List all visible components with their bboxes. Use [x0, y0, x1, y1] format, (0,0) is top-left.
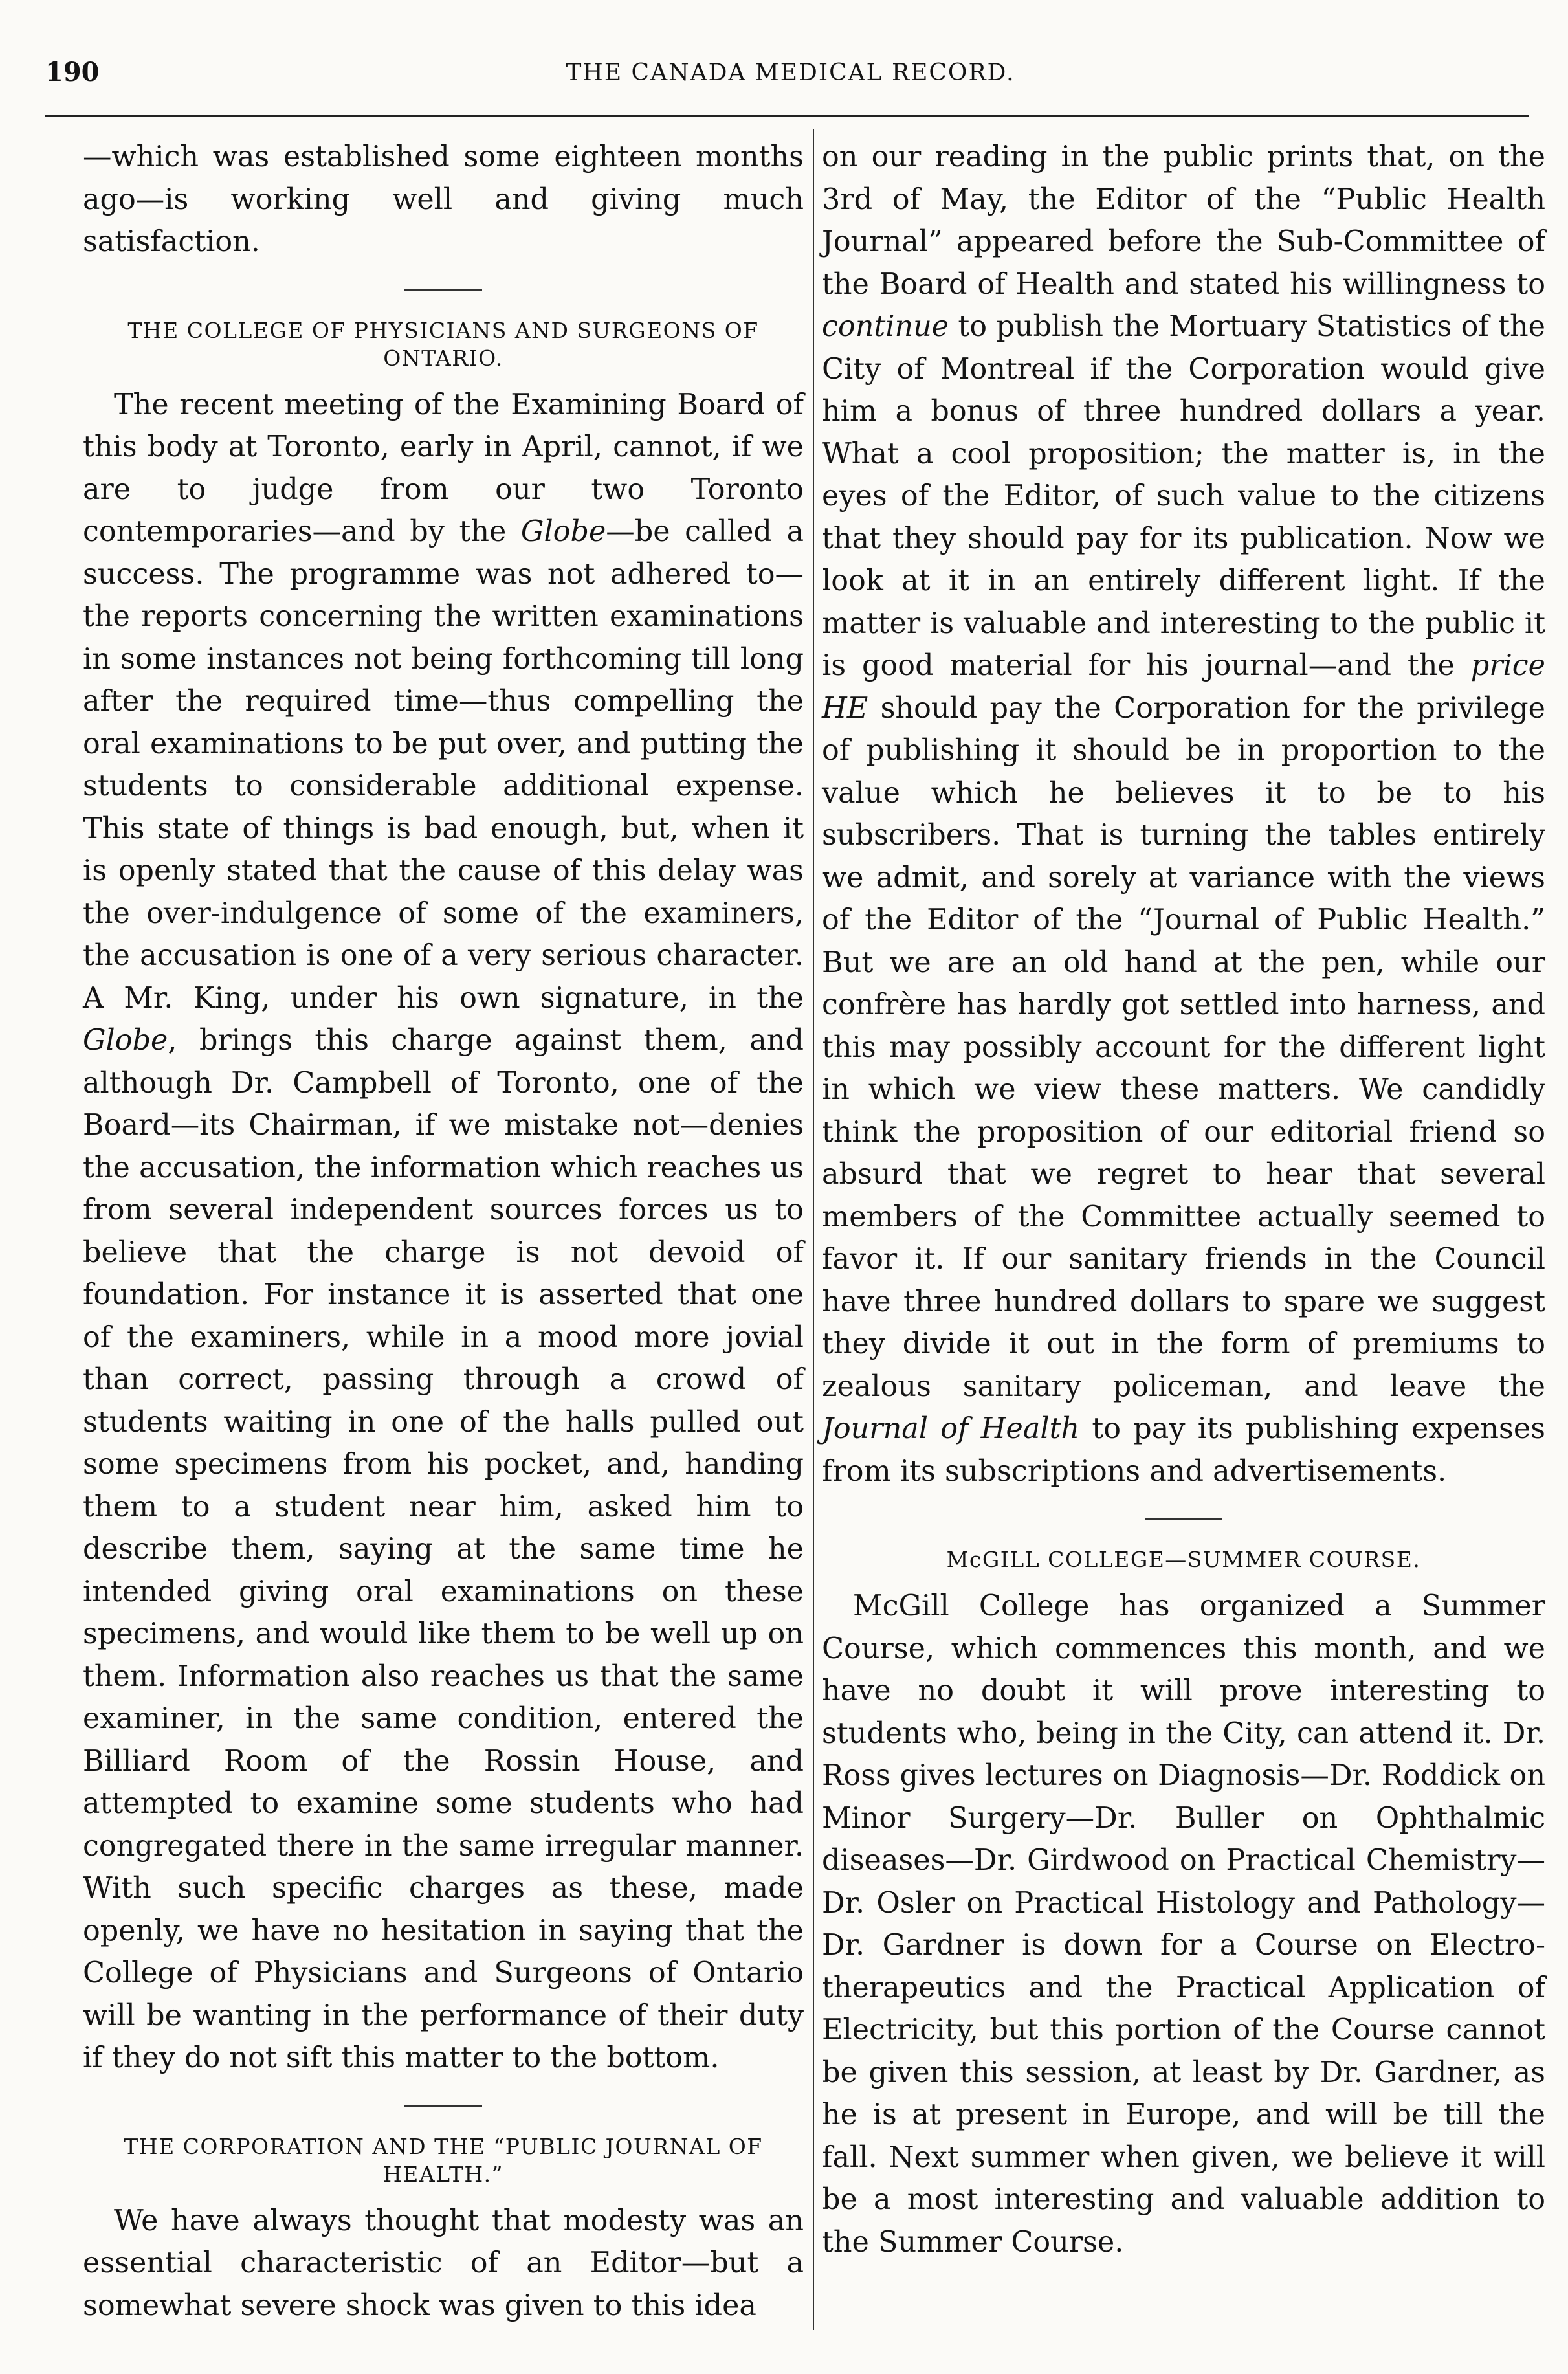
article-text: to publish the Mortuary Statistics of the City of Montreal if the Corporation would give him a bonus of three hundred dollars a year. What a cool proposition; the matter is, in the eyes of the Editor, of such value to the citizens that they should pay for its publication. Now we look at it in an entirely different light. If the matter is valuable and interesting to the public it is good material for his journal—and the [822, 310, 1545, 682]
opening-paragraph: —which was established some eighteen months ago—is working well and giving much satisfaction. [83, 140, 804, 258]
article-college-physicians [83, 384, 804, 2080]
column-divider [813, 129, 814, 2330]
article-text: , brings this charge against them, and although Dr. Campbell of Toronto, one of the Board—its Chairman, if we mistake not—denies the accusation, the information which reaches us from several independent sources forces us to believe that the charge is not devoid of foundation. For instance it is asserted that one of the examiners, while in a mood more jovial than correct, passing through a crowd of students waiting in one of the halls pulled out some specimens from his pocket, and, handing them to a student near him, asked him to describe them, saying at the same time he intended giving oral examinations on these specimens, and would like them to be well up on them. Information also reaches us that the same examiner, in the same condition, entered the Billiard Room of the Rossin House, and attempted to examine some students who had congregated there in the same irregular manner. With such specific charges as these, made openly, we have no hesitation in saying that the College of Physicians and Surgeons of Ontario will be wanting in the performance of their duty if they do not sift this matter to the bottom. [83, 1024, 804, 2074]
article-corporation-continued [822, 136, 1545, 1492]
section-separator [404, 2105, 482, 2107]
running-title: THE CANADA MEDICAL RECORD. [566, 60, 1015, 86]
right-column [822, 136, 1545, 2263]
section-separator [1145, 1518, 1222, 1520]
section-heading-mcgill: McGILL COLLEGE—SUMMER COURSE. [946, 1547, 1421, 1572]
article-text: should pay the Corporation for the privilege of publishing it should be in proportion to the value which he believes it to be to his subscribers. That is turning the tables entirely we admit, and sorely at variance with the views of the Editor of the “Journal of Public Health.” But we are an old hand at the pen, while our confrère has hardly got settled into harness, and this may possibly account for the different light in which we view these matters. We candidly think the proposition of our editorial friend so absurd that we regret to hear that several members of the Committee actually seemed to favor it. If our sanitary friends in the Council have three hundred dollars to spare we suggest they divide it out in the form of premiums to zealous sanitary policeman, and leave the [822, 691, 1545, 1403]
page-header [39, 57, 1542, 96]
page-number: 190 [45, 57, 100, 87]
newspaper-name: Globe [520, 515, 606, 548]
emphasis-continue: continue [822, 310, 949, 343]
emphasis-price: price HE [822, 649, 1545, 725]
article-corporation-start: We have always thought that modesty was an essential characteristic of an Editor—but a somewhat severe shock was given to this idea [83, 2204, 804, 2322]
article-text: The recent meeting of the Examining Board of this body at Toronto, early in April, cannot, if we are to judge from our two Toronto contemporaries—and by the [83, 388, 804, 548]
article-text: to pay its publishing expenses from its subscriptions and advertisements. [822, 1412, 1546, 1488]
article-text: —be called a success. The programme was not adhered to—the reports concerning the written examinations in some instances not being forthcoming till long after the required time—thus compelling the oral examinations to be put over, and putting the students to considerable additional expense. This state of things is bad enough, but, when it is openly stated that the cause of this delay was the over-indulgence of some of the examiners, the accusation is one of a very serious character. A Mr. King, under his own signature, in the [83, 515, 804, 1015]
header-rule [45, 115, 1529, 117]
newspaper-name: Globe [83, 1024, 168, 1057]
section-heading-college-physicians: THE COLLEGE OF PHYSICIANS AND SURGEONS OF ONTARIO. [127, 317, 759, 371]
article-text: on our reading in the public prints that, on the 3rd of May, the Editor of the “Public Health Journal” appeared before the Sub-Committee of the Board of Health and stated his willingness to [822, 140, 1545, 301]
left-column [83, 136, 804, 2327]
section-heading-corporation: THE CORPORATION AND THE “PUBLIC JOURNAL OF HEALTH.” [124, 2133, 763, 2187]
article-mcgill: McGill College has organized a Summer Course, which commences this month, and we have no doubt it will prove interesting to students who, being in the City, can attend it. Dr. Ross gives lectures on Diagnosis—Dr. Roddick on Minor Surgery—Dr. Buller on Ophthalmic diseases—Dr. Girdwood on Practical Chemistry—Dr. Osler on Practical Histology and Pathology—Dr. Gardner is down for a Course on Electro-therapeutics and the Practical Application of Electricity, but this portion of the Course cannot be given this session, at least by Dr. Gardner, as he is at present in Europe, and will be till the fall. Next summer when given, we believe it will be a most interesting and valuable addition to the Summer Course. [822, 1590, 1545, 2259]
journal-title: Journal of Health [822, 1412, 1080, 1445]
section-separator [404, 289, 482, 291]
